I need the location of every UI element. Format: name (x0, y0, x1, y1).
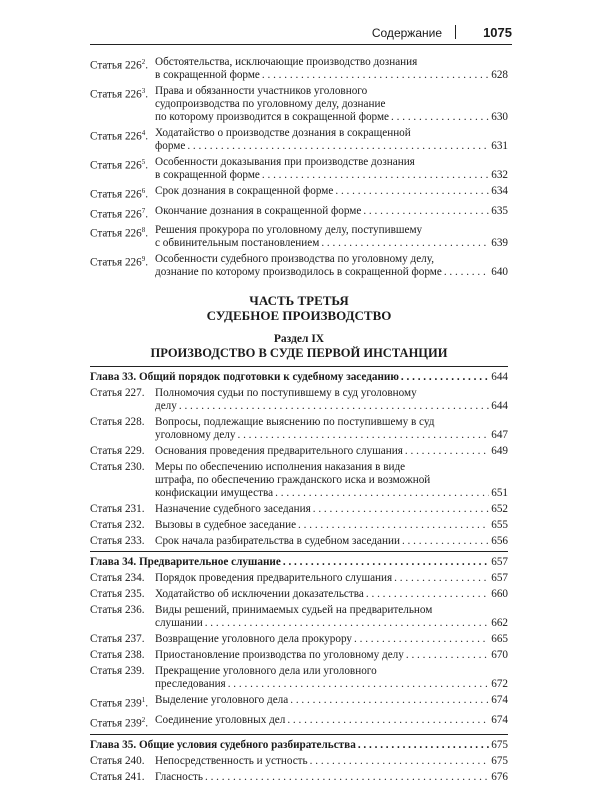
title-line (155, 416, 508, 429)
dot-leader (335, 185, 489, 198)
title-line (155, 429, 508, 442)
dot-leader (321, 237, 489, 250)
title-text: Вопросы, подлежащие выяснению по поступившему в суд (155, 416, 435, 429)
page-ref: 628 (491, 69, 508, 81)
title-line (155, 461, 508, 474)
article-title (155, 503, 508, 516)
title-line (155, 771, 508, 784)
toc-entry (90, 755, 508, 768)
title-text: слушании (155, 617, 203, 630)
article-title (155, 445, 508, 458)
toc-entry (90, 771, 508, 784)
page-ref: 662 (491, 617, 508, 630)
article-title (155, 649, 508, 662)
title-text: Основания проведения предварительного слушания (155, 445, 403, 458)
chapter-heading (90, 366, 508, 384)
article-number: Статья 237. (90, 633, 145, 646)
article-number: Статья $226^6$. (90, 187, 149, 201)
title-line (155, 98, 508, 111)
toc-entry (90, 665, 508, 691)
toc-entry (90, 503, 508, 516)
toc-entry (90, 205, 508, 222)
toc-entry (90, 519, 508, 532)
title-text: Полномочия судьи по поступившему в суд уголовному (155, 387, 417, 400)
title-line (155, 649, 508, 662)
article-number: Статья 239. (90, 665, 145, 678)
toc-entry (90, 445, 508, 458)
title-line (155, 111, 508, 124)
article-title (155, 185, 508, 202)
page-ref: 660 (491, 588, 508, 601)
title-line (155, 237, 508, 250)
title-line (155, 755, 508, 768)
chapter-heading (90, 551, 508, 569)
article-title (155, 604, 508, 630)
title-line (155, 387, 508, 400)
article-superscript: 9 (141, 255, 146, 264)
title-text: Особенности доказывания при производстве дознания (155, 156, 415, 168)
page-ref: 644 (491, 371, 508, 384)
title-line (155, 445, 508, 458)
running-head: Содержание (371, 26, 442, 40)
dot-leader (444, 266, 489, 279)
article-title (155, 694, 508, 711)
dot-leader (283, 556, 489, 569)
title-text: с обвинительным постановлением (155, 237, 320, 250)
part-name: СУДЕБНОЕ ПРОИЗВОДСТВО (206, 308, 392, 324)
title-line (155, 253, 508, 266)
article-number: Статья 241. (90, 770, 145, 783)
toc-entry (90, 588, 508, 601)
article-number: Статья 234. (90, 572, 145, 585)
article-number: Статья $226^3$. (90, 87, 149, 101)
title-text: дознание по которому производилось в сокращенной форме (155, 266, 442, 279)
toc-entry (90, 633, 508, 646)
article-title (155, 85, 508, 124)
title-line (155, 665, 508, 678)
article-number: Статья 229. (90, 445, 145, 458)
article-number: Статья $226^5$. (90, 158, 149, 172)
toc-entry (90, 387, 508, 413)
title-line (155, 535, 508, 548)
toc-entry (90, 416, 508, 442)
page-ref: 657 (491, 556, 508, 569)
article-number: Статья 240. (90, 754, 145, 767)
title-text: Гласность (155, 770, 203, 783)
dot-leader (205, 771, 489, 784)
dot-leader (406, 649, 489, 662)
title-text: Решения прокурора по уголовному делу, поступившему (155, 224, 423, 237)
title-text: Соединение уголовных дел (155, 714, 286, 727)
dot-leader (187, 140, 489, 153)
toc-entry (90, 85, 508, 124)
title-text: Порядок проведения предварительного слушания (155, 572, 393, 585)
toc-entry (90, 156, 508, 182)
title-text: Ходатайство о производстве дознания в сокращенной (155, 127, 411, 139)
page-ref: 631 (491, 140, 508, 152)
dot-leader (290, 694, 489, 707)
title-line (155, 56, 508, 69)
title-line (155, 604, 508, 617)
page-ref: 672 (491, 678, 508, 691)
title-line (155, 503, 508, 516)
article-number: Статья 230. (90, 461, 145, 474)
title-text: уголовному делу (155, 429, 236, 442)
title-text: Возвращение уголовного дела прокурору (155, 633, 352, 646)
title-line (155, 714, 508, 727)
dot-leader (402, 535, 489, 548)
article-number: Статья $226^4$. (90, 129, 149, 143)
dot-leader (262, 69, 489, 82)
toc-entry (90, 572, 508, 585)
page-ref: 630 (491, 111, 508, 123)
title-text: конфискации имущества (155, 487, 274, 500)
page-ref: 674 (491, 694, 508, 707)
title-text: по которому производится в сокращенной форме (155, 111, 390, 123)
title-text: Непосредственность и устность (155, 754, 308, 767)
page-ref: 632 (491, 169, 508, 181)
article-title (155, 461, 508, 500)
article-number: Статья $226^7$. (90, 206, 149, 221)
article-number: Статья $226^8$. (90, 226, 149, 241)
article-superscript: 8 (141, 226, 146, 235)
title-line (155, 224, 508, 237)
article-superscript: 3 (141, 87, 146, 95)
toc-entry (90, 604, 508, 630)
article-title (155, 572, 508, 585)
article-superscript: 5 (141, 158, 146, 166)
article-title (155, 205, 508, 222)
title-line (155, 678, 508, 691)
article-number: Статья $239^1$. (90, 696, 149, 711)
title-text: в сокращенной форме (155, 169, 260, 181)
title-line (155, 69, 508, 82)
dot-leader (363, 205, 489, 218)
title-line (155, 588, 508, 601)
title-text: Срок дознания в сокращенной форме (155, 185, 334, 197)
title-text: Права и обязанности участников уголовного (155, 85, 368, 97)
dot-leader (366, 588, 489, 601)
title-line (155, 694, 508, 707)
title-text: преследования (155, 678, 226, 691)
title-text: Обстоятельства, исключающие производство дознания (155, 56, 418, 68)
title-line (155, 519, 508, 532)
dot-leader (205, 617, 490, 630)
page-ref: 676 (491, 770, 508, 783)
toc-entry (90, 649, 508, 662)
title-text: Виды решений, принимаемых судьей на предварительном (155, 604, 433, 617)
page-ref: 640 (491, 266, 508, 279)
article-number: Статья $226^2$. (90, 58, 149, 72)
toc-entry (90, 253, 508, 279)
article-number: Статья 233. (90, 535, 145, 548)
toc-entry (90, 535, 508, 548)
toc-group-chapter-32-1 (90, 56, 508, 279)
title-text: Ходатайство об исключении доказательства (155, 588, 364, 601)
article-number: Статья 228. (90, 416, 145, 429)
article-number: Статья 235. (90, 588, 145, 601)
article-number: Статья 236. (90, 604, 145, 617)
title-line (155, 169, 508, 182)
page-ref: 652 (491, 503, 508, 516)
part-label: ЧАСТЬ ТРЕТЬЯ (249, 293, 349, 309)
toc-entry (90, 694, 508, 711)
page-ref: 655 (491, 519, 508, 532)
page-ref: 656 (491, 535, 508, 548)
article-superscript: 4 (141, 129, 146, 137)
title-text: Особенности судебного производства по уголовному делу, (155, 253, 435, 266)
title-line (155, 572, 508, 585)
article-title (155, 755, 508, 768)
dot-leader (298, 519, 489, 532)
page-ref: 644 (491, 400, 508, 413)
dot-leader (394, 572, 489, 585)
chapter-title: Глава 35. Общие условия судебного разбирательства (90, 738, 356, 751)
article-superscript: 2 (141, 58, 146, 66)
article-superscript: 1 (141, 696, 146, 705)
page-ref: 649 (491, 445, 508, 458)
page-ref: 670 (491, 649, 508, 662)
header-divider (455, 25, 456, 39)
title-text: Выделение уголовного дела (155, 694, 289, 707)
chapter-heading (90, 734, 508, 752)
page-number: 1075 (483, 25, 512, 40)
chapter-title: Глава 34. Предварительное слушание (90, 556, 281, 569)
title-text: Срок начала разбирательства в судебном заседании (155, 535, 400, 548)
article-number: Статья 238. (90, 649, 145, 662)
page-ref: 635 (491, 204, 508, 217)
title-line (155, 185, 508, 198)
title-line (155, 205, 508, 218)
title-line (155, 487, 508, 500)
dot-leader (401, 371, 489, 384)
dot-leader (310, 755, 490, 768)
toc-entry (90, 185, 508, 202)
article-number: Статья $226^9$. (90, 255, 149, 270)
section-label: Раздел IX (273, 333, 325, 346)
dot-leader (275, 487, 489, 500)
title-text: Назначение судебного заседания (155, 503, 311, 516)
article-title (155, 56, 508, 82)
article-title (155, 156, 508, 182)
dot-leader (313, 503, 490, 516)
page-ref: 657 (491, 572, 508, 585)
article-title (155, 416, 508, 442)
article-number: Статья 227. (90, 387, 145, 400)
page-header (90, 22, 512, 45)
page-ref: 639 (491, 237, 508, 250)
title-text: Приостановление производства по уголовному делу (155, 649, 404, 662)
article-title (155, 127, 508, 153)
dot-leader (262, 169, 489, 182)
dot-leader (405, 445, 489, 458)
page-ref: 651 (491, 487, 508, 500)
toc-content (90, 56, 508, 787)
title-text: Меры по обеспечению исполнения наказания в виде (155, 461, 406, 474)
title-line (155, 400, 508, 413)
article-title (155, 714, 508, 731)
title-line (155, 127, 508, 140)
article-superscript: 2 (141, 716, 146, 725)
title-text: делу (155, 400, 177, 413)
chapter-title: Глава 33. Общий порядок подготовки к судебному заседанию (90, 371, 399, 384)
article-title (155, 535, 508, 548)
toc-chapters (90, 366, 508, 783)
toc-entry (90, 127, 508, 153)
article-title (155, 224, 508, 250)
page-ref: 647 (491, 429, 508, 442)
page-ref: 675 (491, 754, 508, 767)
title-line (155, 633, 508, 646)
dot-leader (179, 400, 489, 413)
title-text: в сокращенной форме (155, 69, 260, 81)
dot-leader (354, 633, 489, 646)
article-superscript: 6 (141, 187, 146, 195)
article-title (155, 253, 508, 279)
article-number: Статья 231. (90, 503, 145, 516)
title-line (155, 156, 508, 169)
title-line (155, 266, 508, 279)
title-line (155, 85, 508, 98)
dot-leader (237, 429, 489, 442)
article-title (155, 387, 508, 413)
article-superscript: 7 (141, 206, 146, 215)
title-line (155, 474, 508, 487)
dot-leader (287, 714, 489, 727)
title-text: судопроизводства по уголовному делу, дознание (155, 98, 386, 110)
toc-entry (90, 224, 508, 250)
page-ref: 665 (491, 633, 508, 646)
toc-entry (90, 461, 508, 500)
article-number: Статья 232. (90, 519, 145, 532)
article-number: Статья $239^2$. (90, 716, 149, 730)
title-text: форме (155, 140, 186, 152)
title-text: Прекращение уголовного дела или уголовного (155, 665, 377, 678)
article-title (155, 771, 508, 784)
article-title (155, 588, 508, 601)
page-ref: 674 (491, 714, 508, 727)
dot-leader (391, 111, 489, 124)
part-title (90, 293, 508, 323)
page-ref: 675 (491, 738, 508, 751)
title-text: Окончание дознания в сокращенной форме (155, 204, 362, 217)
dot-leader (228, 678, 490, 691)
title-line (155, 617, 508, 630)
title-text: штрафа, по обеспечению гражданского иска и возможной (155, 474, 431, 487)
section-name: ПРОИЗВОДСТВО В СУДЕ ПЕРВОЙ ИНСТАНЦИИ (150, 346, 448, 361)
article-title (155, 519, 508, 532)
title-line (155, 140, 508, 153)
page-ref: 634 (491, 185, 508, 197)
article-title (155, 665, 508, 691)
title-text: Вызовы в судебное заседание (155, 519, 297, 532)
toc-entry (90, 56, 508, 82)
article-title (155, 633, 508, 646)
toc-entry (90, 714, 508, 731)
